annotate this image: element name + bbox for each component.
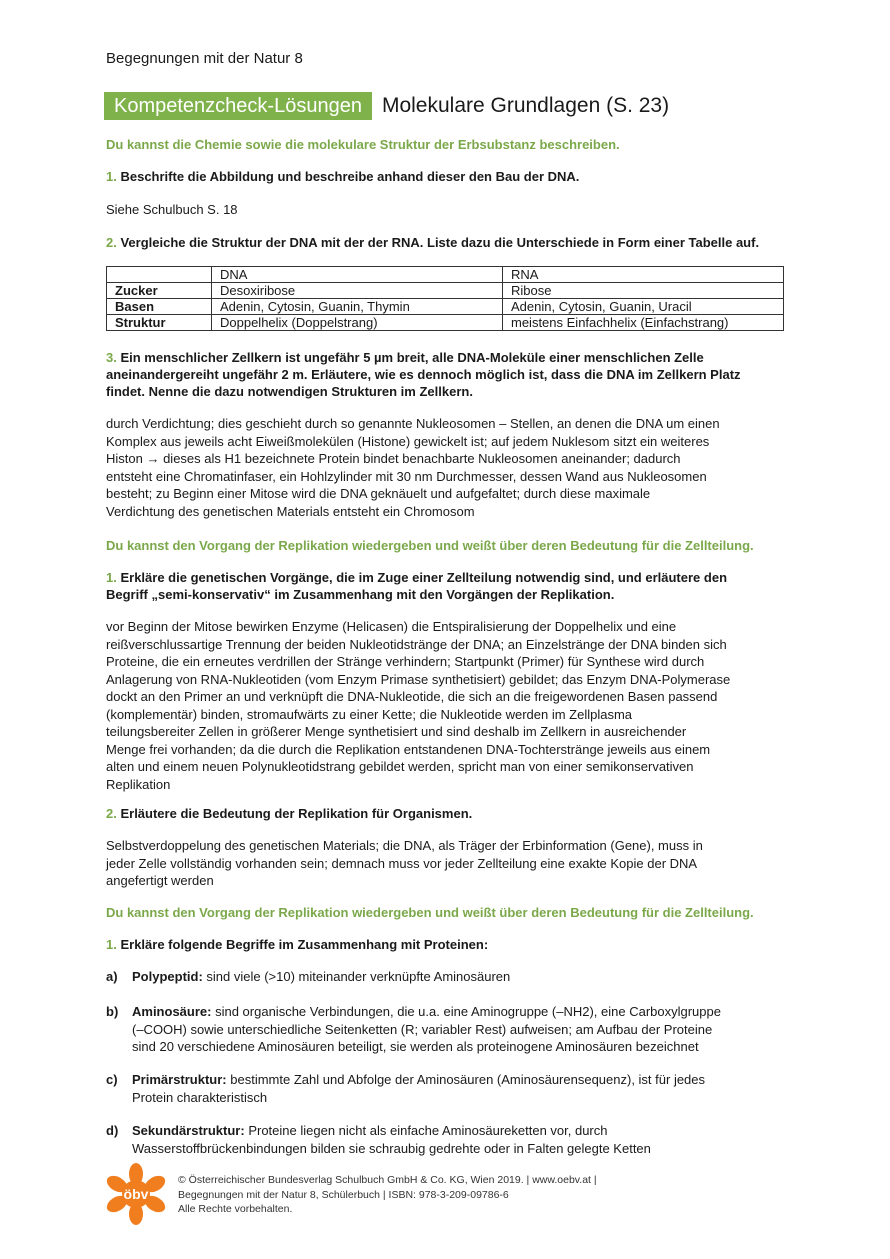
answer-paragraph xyxy=(106,415,720,520)
term-definition-line: Proteine liegen nicht als einfache Aminosäureketten vor, durch xyxy=(248,1123,608,1138)
answer-line: Komplex aus jeweils acht Eiweißmolekülen (Histone) gewickelt ist; auf jedem Nuklesom sitzt ein weiteres xyxy=(106,433,710,449)
task-question xyxy=(106,349,741,400)
term-definition-line: Wasserstoffbrückenbindungen bilden sie schraubig gedrehte oder in Falten gelegte Ketten xyxy=(132,1140,651,1156)
answer-line: Replikation xyxy=(106,776,171,792)
table-cell: Doppelhelix (Doppelstrang) xyxy=(212,315,503,331)
answer-line: jeder Zelle vollständig vorhanden sein; demnach muss vor jeder Zellteilung eine exakte Kopie der DNA xyxy=(106,855,698,871)
table-row-header: Struktur xyxy=(107,315,212,331)
answer-line: reißverschlussartige Trennung der beiden Nukleotidstränge der DNA; an Einzelstränge der DNA binden sich xyxy=(106,636,727,652)
answer-line: entsteht eine Chromatinfaser, ein Hohlzylinder mit 30 nm Durchmesser, dessen Wand aus Nukleosomen xyxy=(106,468,707,484)
table-row xyxy=(107,315,784,331)
section-heading: Du kannst den Vorgang der Replikation wiedergeben und weißt über deren Bedeutung für die Zellteilung. xyxy=(106,538,754,553)
term-body xyxy=(132,968,772,986)
table-header-cell: RNA xyxy=(503,267,784,283)
task-question xyxy=(106,805,472,822)
answer-line: angefertigt werden xyxy=(106,873,214,888)
table-row xyxy=(107,299,784,315)
answer-line: vor Beginn der Mitose bewirken Enzyme (Helicasen) die Entspiralisierung der Doppelhelix und eine xyxy=(106,619,677,634)
term-label: Primärstruktur: xyxy=(132,1072,227,1087)
table-cell: meistens Einfachhelix (Einfachstrang) xyxy=(503,315,784,331)
term-body xyxy=(132,1003,772,1056)
task-question xyxy=(106,936,488,953)
task-text: Beschrifte die Abbildung und beschreibe anhand dieser den Bau der DNA. xyxy=(120,169,580,184)
footer-line: Begegnungen mit der Natur 8, Schülerbuch | ISBN: 978-3-209-09786-6 xyxy=(178,1188,509,1201)
task-number: 1. xyxy=(106,937,117,952)
task-number: 2. xyxy=(106,235,117,250)
comparison-table xyxy=(106,266,784,331)
task-number: 2. xyxy=(106,806,117,821)
answer-paragraph xyxy=(106,618,730,793)
task-number: 1. xyxy=(106,169,117,184)
publisher-logo-icon xyxy=(104,1162,168,1226)
term-definition-line: sind 20 verschiedene Aminosäuren beteiligt, sie werden als proteinogene Aminosäuren bezeichnet xyxy=(132,1039,699,1054)
task-text-line: Ein menschlicher Zellkern ist ungefähr 5 µm breit, alle DNA-Moleküle einer menschlichen Zelle xyxy=(120,350,704,365)
term-item xyxy=(106,968,772,986)
table-cell: Adenin, Cytosin, Guanin, Uracil xyxy=(503,299,784,315)
answer-line: dockt an den Primer an und verknüpft die DNA-Nukleotide, die sich an die freigewordenen Basen passend xyxy=(106,689,718,704)
document-header-title: Begegnungen mit der Natur 8 xyxy=(106,50,303,67)
term-label: Sekundärstruktur: xyxy=(132,1123,245,1138)
table-cell xyxy=(107,267,212,283)
term-definition-line: bestimmte Zahl und Abfolge der Aminosäuren (Aminosäurensequenz), ist für jedes xyxy=(230,1072,706,1087)
term-item xyxy=(106,1003,772,1056)
table-row-header: Basen xyxy=(107,299,212,315)
term-definition-line: (–COOH) sowie unterschiedliche Seitenketten (R; variabler Rest) aufweisen; am Aufbau der Proteine xyxy=(132,1021,713,1037)
task-question xyxy=(106,168,579,185)
answer-line: Proteine, die ein erneutes verdrillen der Stränge verhindern; Startpunkt (Primer) für Synthese wird durch xyxy=(106,654,705,669)
table-cell: Adenin, Cytosin, Guanin, Thymin xyxy=(212,299,503,315)
task-text-line: findet. Nenne die dazu notwendigen Strukturen im Zellkern. xyxy=(106,384,473,399)
section-heading: Du kannst die Chemie sowie die molekulare Struktur der Erbsubstanz beschreiben. xyxy=(106,137,620,152)
term-definition-line: Protein charakteristisch xyxy=(132,1089,268,1105)
answer-line: besteht; zu Beginn einer Mitose wird die DNA geknäuelt und aufgefaltet; durch diese maximale xyxy=(106,486,651,501)
table-cell: Ribose xyxy=(503,283,784,299)
term-letter: d) xyxy=(106,1123,119,1138)
footer-copyright xyxy=(178,1173,597,1217)
table-cell: Desoxiribose xyxy=(212,283,503,299)
term-body xyxy=(132,1071,772,1106)
table-header-cell: DNA xyxy=(212,267,503,283)
footer-line: © Österreichischer Bundesverlag Schulbuch GmbH & Co. KG, Wien 2019. | www.oebv.at | xyxy=(178,1174,597,1186)
answer-line: Anlagerung von RNA-Nukleotiden (vom Enzym Primase synthetisiert) gebildet; das Enzym DNA-Polymerase xyxy=(106,671,731,687)
term-definition-line: sind viele (>10) miteinander verknüpfte Aminosäuren xyxy=(206,969,511,984)
task-number: 1. xyxy=(106,570,117,585)
term-item xyxy=(106,1071,772,1106)
answer-line: Histon → dieses als H1 bezeichnete Protein bindet benachbarte Nukleosomen aneinander; dadurch xyxy=(106,451,681,466)
term-label: Aminosäure: xyxy=(132,1004,212,1019)
answer-line: durch Verdichtung; dies geschieht durch so genannte Nukleosomen – Stellen, an denen die DNA um einen xyxy=(106,416,720,431)
term-letter: b) xyxy=(106,1004,119,1019)
term-definition-line: sind organische Verbindungen, die u.a. eine Aminogruppe (–NH2), eine Carboxylgruppe xyxy=(215,1004,721,1019)
answer-line: alten und einem neuen Polynukleotidstrang gebildet werden, spricht man von einer semikonservativen xyxy=(106,759,694,774)
table-row-header: Zucker xyxy=(107,283,212,299)
title-banner xyxy=(104,92,669,120)
task-text: Erkläre folgende Begriffe im Zusammenhang mit Proteinen: xyxy=(120,937,489,952)
task-text-line: Begriff „semi-konservativ“ im Zusammenhang mit den Vorgängen der Replikation. xyxy=(106,587,615,602)
footer-line: Alle Rechte vorbehalten. xyxy=(178,1203,293,1215)
logo-text: öbv xyxy=(123,1186,149,1202)
task-text-line: aneinandergereiht ungefähr 2 m. Erläutere, wie es dennoch möglich ist, dass die DNA im Zellkern Platz xyxy=(106,367,741,382)
task-number: 3. xyxy=(106,350,117,365)
task-text-line: Erkläre die genetischen Vorgänge, die im Zuge einer Zellteilung notwendig sind, und erläutere den xyxy=(120,570,728,585)
banner-label: Kompetenzcheck-Lösungen xyxy=(104,92,372,120)
term-label: Polypeptid: xyxy=(132,969,203,984)
section-heading: Du kannst den Vorgang der Replikation wiedergeben und weißt über deren Bedeutung für die Zellteilung. xyxy=(106,905,754,920)
answer-line: teilungsbereiter Zellen in größerer Menge synthetisiert und sind deshalb im Zellkern in ausreichender xyxy=(106,724,687,739)
task-text: Erläutere die Bedeutung der Replikation für Organismen. xyxy=(120,806,473,821)
answer-paragraph xyxy=(106,837,703,890)
task-question xyxy=(106,234,759,251)
task-text: Vergleiche die Struktur der DNA mit der der RNA. Liste dazu die Unterschiede in Form einer Tabelle auf. xyxy=(120,235,760,250)
term-letter: c) xyxy=(106,1072,118,1087)
answer-line: (komplementär) binden, stromaufwärts zu einer Kette; die Nukleotide werden im Zellplasma xyxy=(106,706,633,722)
page-title: Molekulare Grundlagen (S. 23) xyxy=(381,94,670,117)
table-header-row xyxy=(107,267,784,283)
table-row xyxy=(107,283,784,299)
answer-text: Siehe Schulbuch S. 18 xyxy=(106,202,238,217)
term-body xyxy=(132,1122,772,1157)
term-letter: a) xyxy=(106,969,118,984)
answer-line: Verdichtung des genetischen Materials entsteht ein Chromosom xyxy=(106,503,475,519)
answer-line: Selbstverdoppelung des genetischen Materials; die DNA, als Träger der Erbinformation (Gene), muss in xyxy=(106,838,703,853)
term-item xyxy=(106,1122,772,1157)
answer-line: Menge frei vorhanden; da die durch die Replikation entstandenen DNA-Tochterstränge jeweils aus einem xyxy=(106,741,711,757)
task-question xyxy=(106,569,727,603)
